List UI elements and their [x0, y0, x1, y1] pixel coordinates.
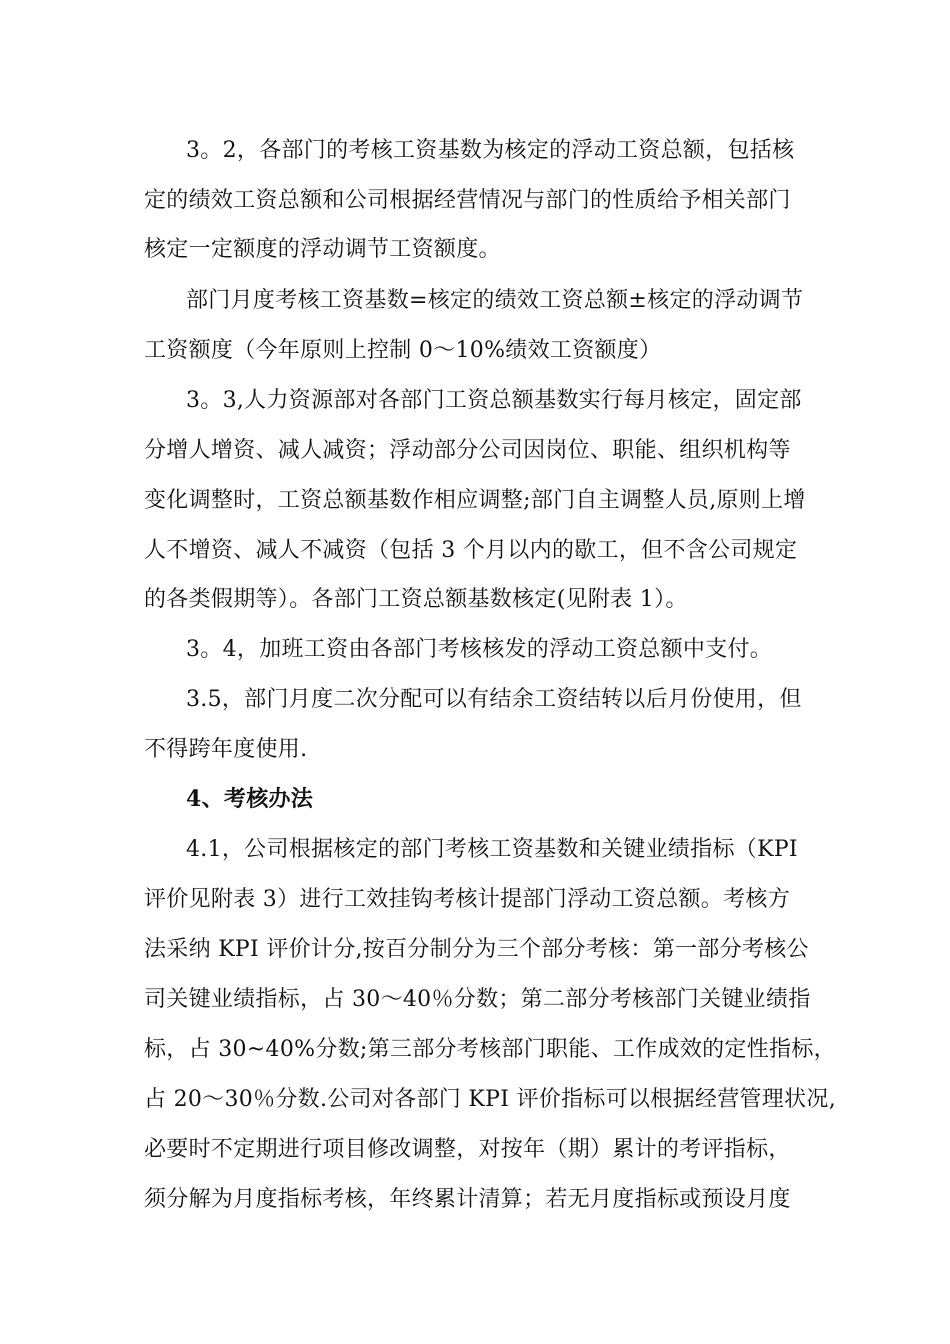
- paragraph-4-1-line-8: 须分解为月度指标考核，年终累计清算；若无月度指标或预设月度: [144, 1187, 791, 1212]
- paragraph-3-3-line-2: 分增人增资、减人减资；浮动部分公司因岗位、职能、组织机构等: [144, 438, 791, 463]
- paragraph-3-5-line-1: 3.5，部门月度二次分配可以有结余工资结转以后月份使用，但: [186, 687, 802, 712]
- paragraph-3-3-line-5: 的各类假期等）。各部门工资总额基数核定(见附表 1）。: [144, 587, 688, 612]
- paragraph-3-3-line-4: 人不增资、减人不减资（包括 3 个月以内的歇工，但不含公司规定: [144, 538, 798, 563]
- formula-line-1: 部门月度考核工资基数=核定的绩效工资总额±核定的浮动调节: [186, 288, 804, 313]
- paragraph-3-4-line-1: 3。4，加班工资由各部门考核核发的浮动工资总额中支付。: [186, 637, 773, 662]
- paragraph-3-5-line-2: 不得跨年度使用.: [144, 737, 308, 762]
- paragraph-4-1-line-2: 评价见附表 3）进行工效挂钩考核计提部门浮动工资总额。考核方: [144, 887, 790, 912]
- paragraph-3-2-line-1: 3。2，各部门的考核工资基数为核定的浮动工资总额，包括核: [186, 138, 795, 163]
- paragraph-4-1-line-7: 必要时不定期进行项目修改调整，对按年（期）累计的考评指标，: [144, 1137, 791, 1162]
- paragraph-4-1-line-3: 法采纳 KPI 评价计分,按百分制分为三个部分考核：第一部分考核公: [144, 937, 809, 962]
- paragraph-3-3-line-1: 3。3,人力资源部对各部门工资总额基数实行每月核定，固定部: [186, 388, 802, 413]
- paragraph-4-1-line-5: 标，占 30~40%分数;第三部分考核部门职能、工作成效的定性指标，: [144, 1037, 836, 1062]
- paragraph-3-3-line-3: 变化调整时，工资总额基数作相应调整;部门自主调整人员,原则上增: [144, 488, 806, 513]
- paragraph-3-2-line-3: 核定一定额度的浮动调节工资额度。: [144, 237, 501, 262]
- paragraph-3-2-line-2: 定的绩效工资总额和公司根据经营情况与部门的性质给予相关部门: [144, 188, 791, 213]
- section-heading-4: 4、考核办法: [186, 786, 314, 812]
- paragraph-4-1-line-6: 占 20～30％分数.公司对各部门 KPI 评价指标可以根据经营管理状况,: [144, 1087, 836, 1112]
- paragraph-4-1-line-1: 4.1，公司根据核定的部门考核工资基数和关键业绩指标（KPI: [186, 837, 798, 862]
- paragraph-4-1-line-4: 司关键业绩指标，占 30～40％分数；第二部分考核部门关键业绩指: [144, 987, 811, 1012]
- formula-line-2: 工资额度（今年原则上控制 0～10%绩效工资额度）: [144, 338, 662, 363]
